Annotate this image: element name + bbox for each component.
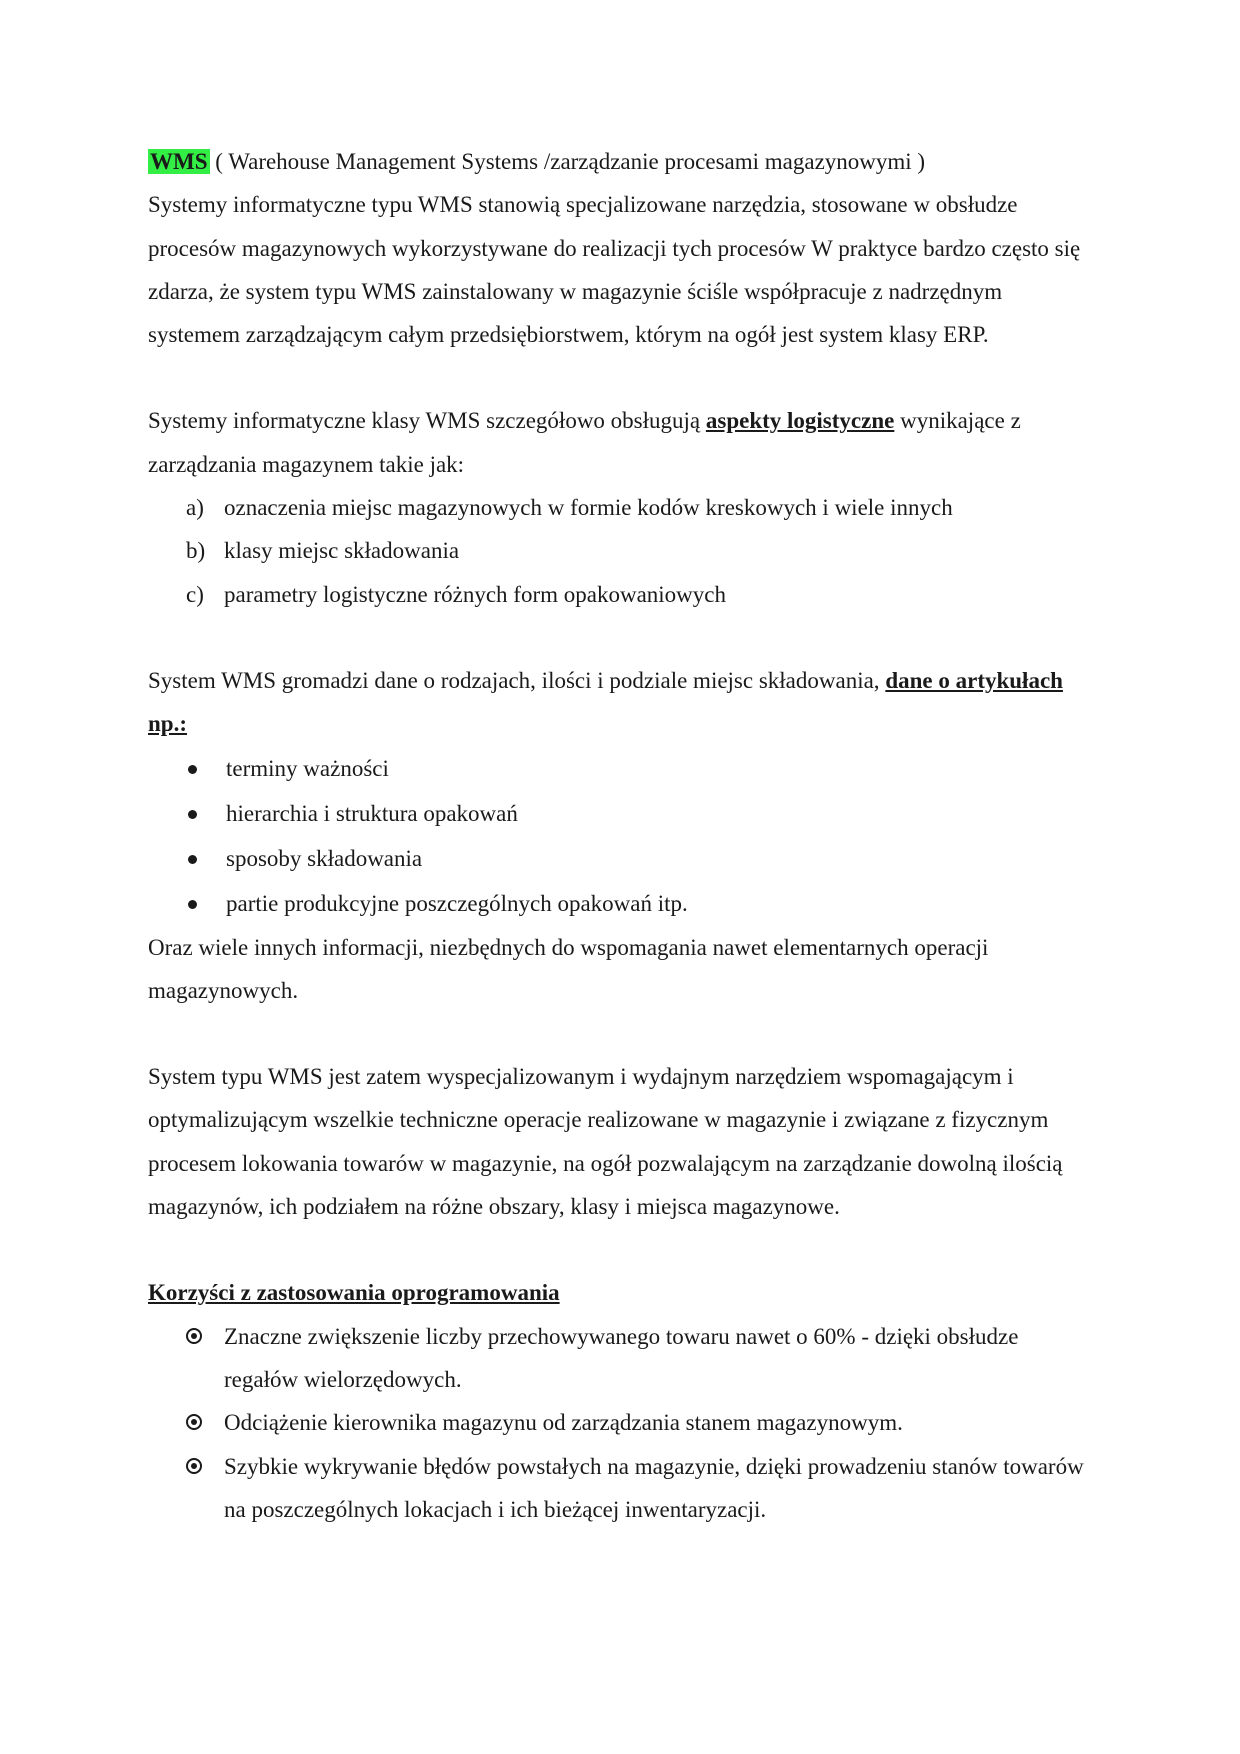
aspects-bold: aspekty logistyczne bbox=[705, 408, 895, 434]
ring-bullet-icon bbox=[186, 1328, 202, 1344]
intro-title bbox=[148, 140, 1098, 183]
document-content bbox=[148, 140, 1098, 1531]
aspects-paragraph: Systemy informatyczne klasy WMS szczegółowo obsługują aspekty logistyczne wynikające z zarządzania magazynem takie jak: bbox=[148, 408, 1021, 477]
list-item: Znaczne zwiększenie liczby przechowywanego towaru nawet o 60% - dzięki obsłudze regałów wielorzędowych. bbox=[186, 1315, 1098, 1402]
data-paragraph: System WMS gromadzi dane o rodzajach, ilości i podziale miejsc składowania, dane o artykułach np.: bbox=[148, 667, 1063, 737]
bullet-icon bbox=[188, 900, 197, 909]
benefits-heading: Korzyści z zastosowania oprogramowania bbox=[148, 1280, 560, 1306]
list-item: a) oznaczenia miejsc magazynowych w formie kodów kreskowych i wiele innych bbox=[186, 495, 953, 521]
data-after-paragraph: Oraz wiele innych informacji, niezbędnych do wspomagania nawet elementarnych operacji magazynowych. bbox=[148, 934, 989, 1003]
list-item: sposoby składowania bbox=[188, 836, 1098, 881]
benefits-list bbox=[148, 1315, 1098, 1531]
list-item: terminy ważności bbox=[188, 746, 1098, 791]
bullet-icon bbox=[188, 810, 197, 819]
list-item: Szybkie wykrywanie błędów powstałych na magazynie, dzięki prowadzeniu stanów towarów na poszczególnych lokacjach i ich bieżącej inwentaryzacji. bbox=[186, 1445, 1098, 1532]
list-item: hierarchia i struktura opakowań bbox=[188, 791, 1098, 836]
intro-paragraph: Systemy informatyczne typu WMS stanowią specjalizowane narzędzia, stosowane w obsłudze procesów magazynowych wykorzystywane do realizacji tych procesów W praktyce bardzo często się zdarza, że system typu WMS zainstalowany w magazynie ściśle współpracuje z nadrzędnym systemem zarządzającym całym przedsiębiorstwem, którym na ogół jest system klasy ERP. bbox=[148, 192, 1081, 348]
list-item: c) parametry logistyczne różnych form opakowaniowych bbox=[186, 581, 726, 607]
intro-title-rest: ( Warehouse Management Systems /zarządzanie procesami magazynowymi ) bbox=[209, 149, 926, 174]
bullet-icon bbox=[188, 765, 197, 774]
list-item: partie produkcyjne poszczególnych opakowań itp. bbox=[188, 881, 1098, 926]
summary-paragraph: System typu WMS jest zatem wyspecjalizowanym i wydajnym narzędziem wspomagającym i optymalizującym wszelkie techniczne operacje realizowane w magazynie i związane z fizycznym procesem lokowania towarów w magazynie, na ogół pozwalającym na zarządzanie dowolną ilością magazynów, ich podziałem na różne obszary, klasy i miejsca magazynowe. bbox=[148, 1064, 1063, 1220]
bullet-icon bbox=[188, 855, 197, 864]
ring-bullet-icon bbox=[186, 1414, 202, 1430]
list-item: Odciążenie kierownika magazynu od zarządzania stanem magazynowym. bbox=[186, 1401, 1098, 1444]
ring-bullet-icon bbox=[186, 1458, 202, 1474]
list-item: b) klasy miejsc składowania bbox=[186, 538, 460, 564]
data-bold: dane o artykułach np.: bbox=[148, 667, 1063, 737]
aspects-list bbox=[148, 486, 1098, 616]
data-list bbox=[148, 746, 1098, 926]
wms-highlight: WMS bbox=[150, 149, 208, 174]
